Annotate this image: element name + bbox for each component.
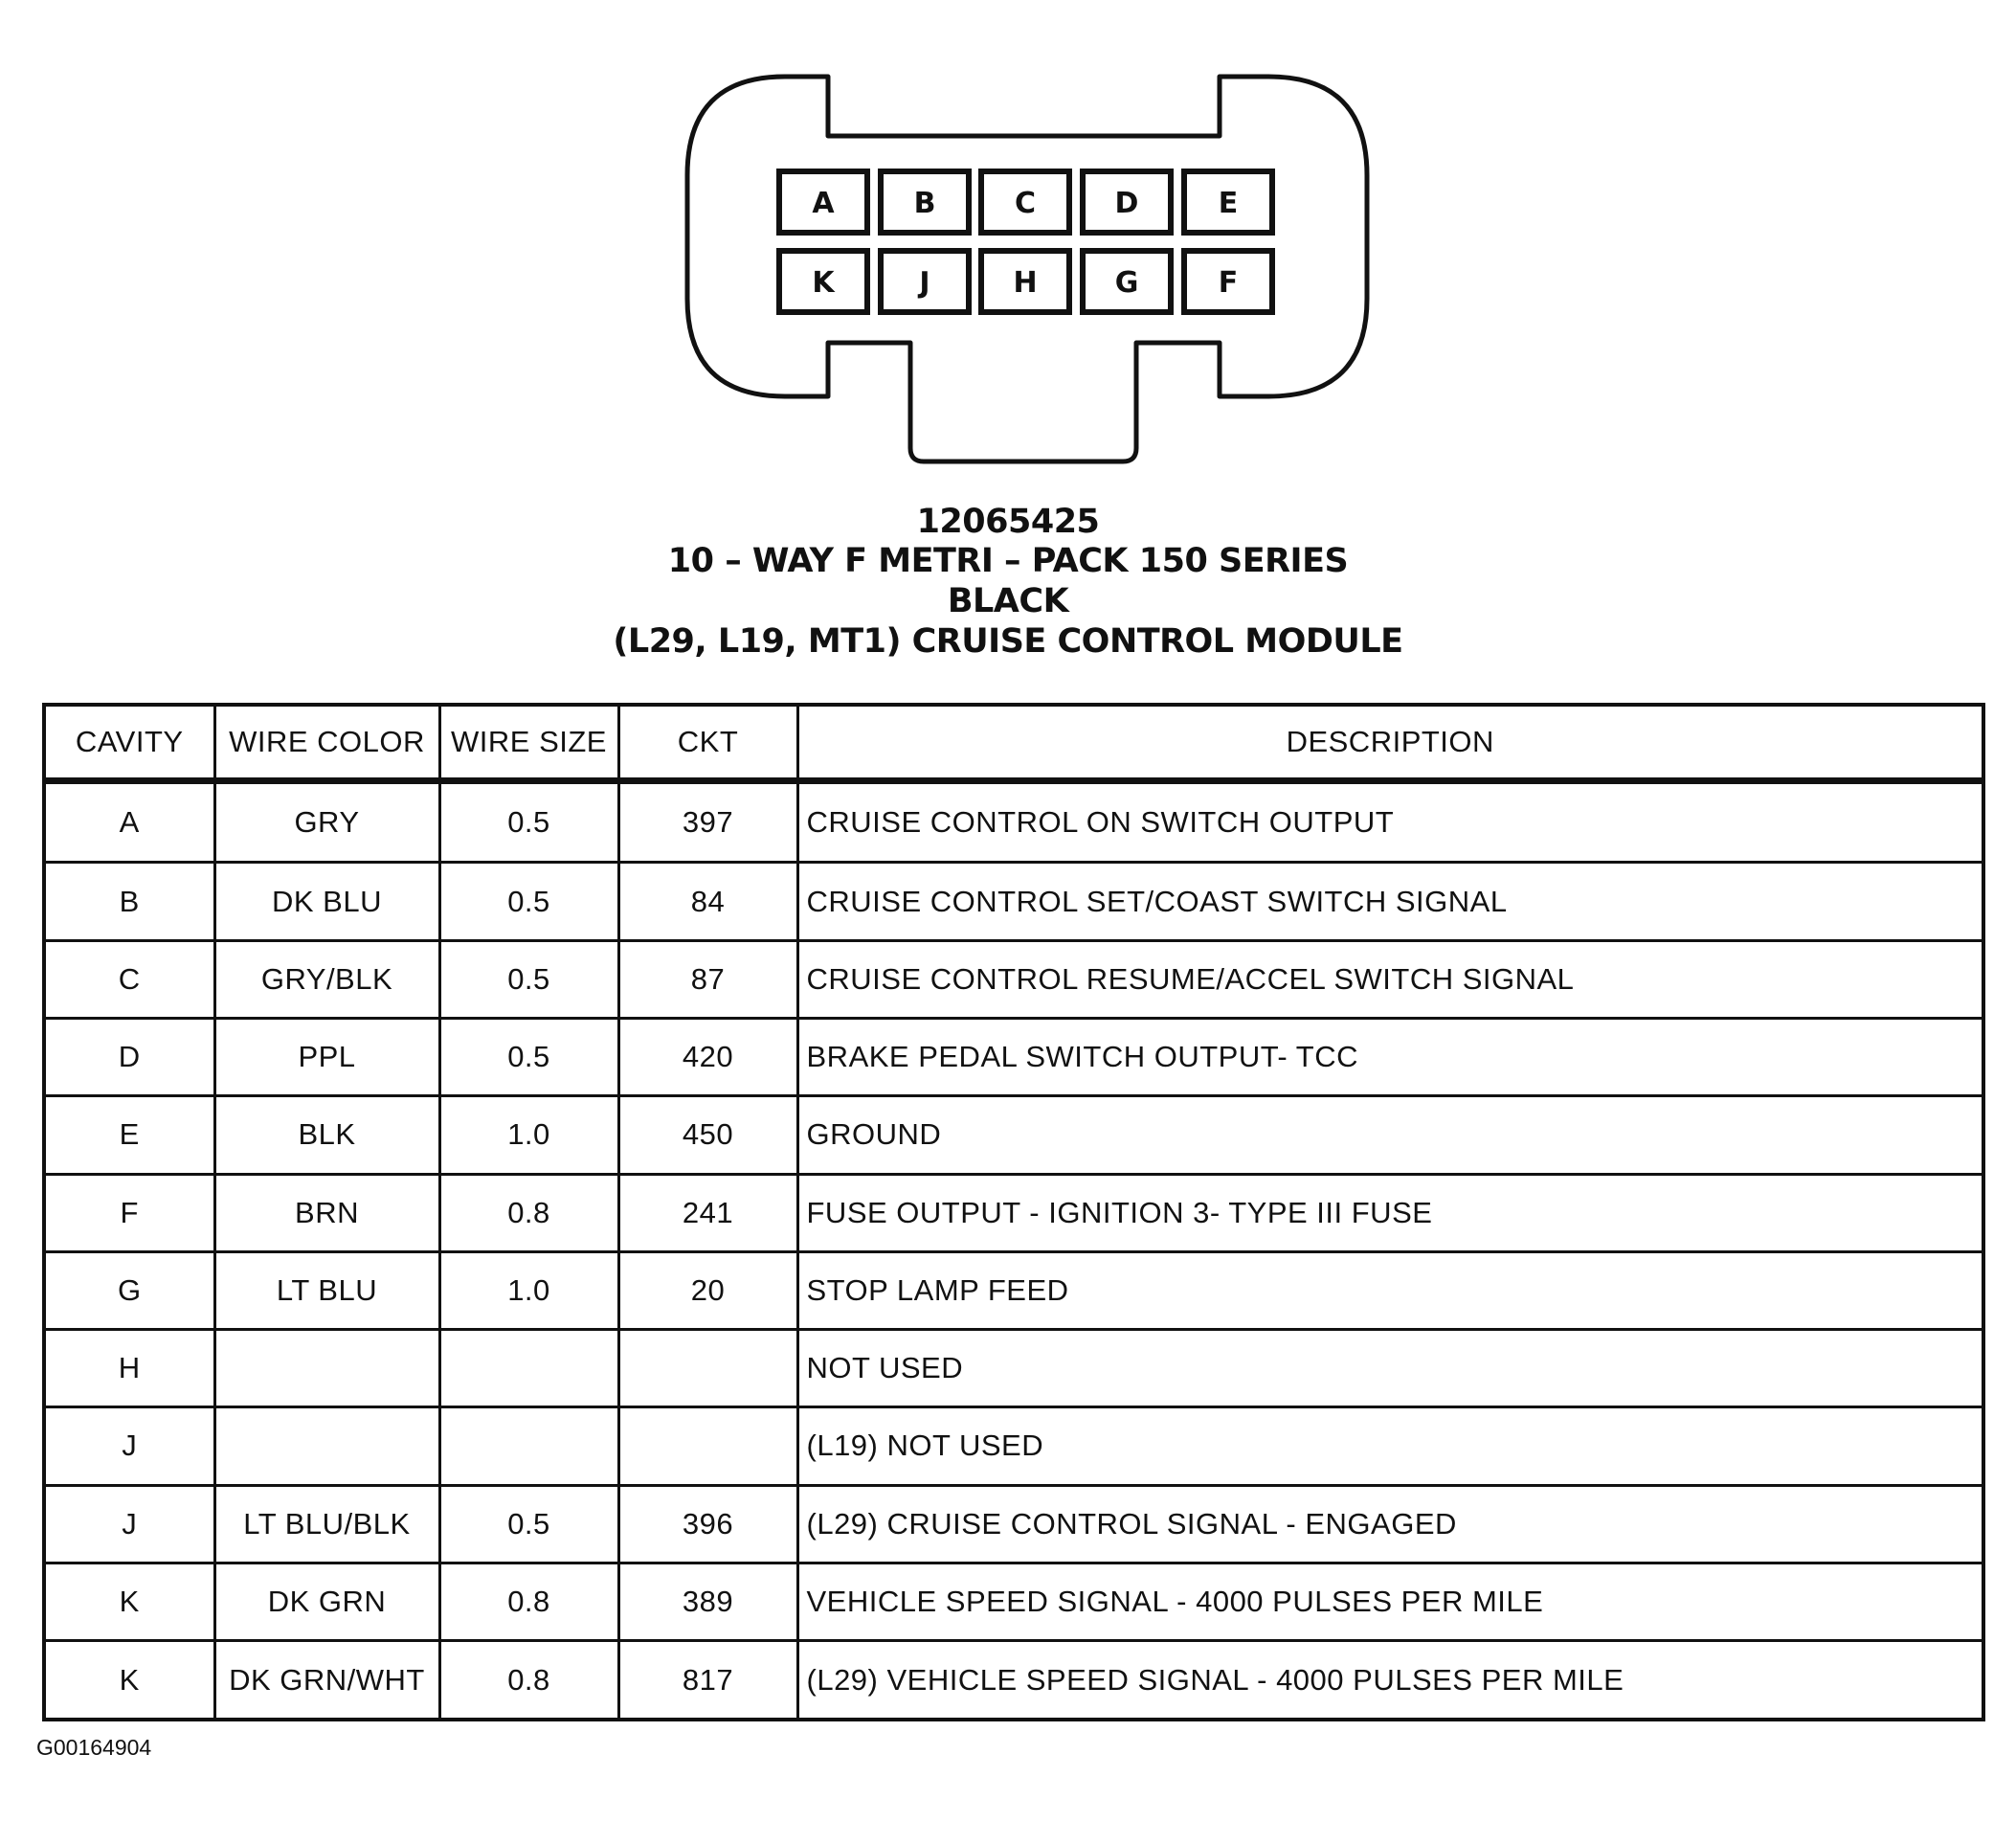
cell-cavity: H <box>44 1330 214 1407</box>
table-row <box>44 1563 1983 1640</box>
pinout-table <box>42 703 1985 1721</box>
table-row <box>44 1330 1983 1407</box>
cavity-label: H <box>1013 266 1038 300</box>
cavity-label: G <box>1114 266 1139 300</box>
cell-ckt: 397 <box>618 781 797 863</box>
cavity-label: D <box>1114 187 1139 220</box>
table-row <box>44 1407 1983 1485</box>
cell-wire-size <box>439 1330 618 1407</box>
cell-wire-color: GRY/BLK <box>214 940 439 1018</box>
cavity-label: E <box>1218 187 1239 220</box>
cell-ckt: 450 <box>618 1096 797 1174</box>
table-row <box>44 1096 1983 1174</box>
cell-description: (L29) CRUISE CONTROL SIGNAL - ENGAGED <box>797 1485 1983 1563</box>
cavity-f <box>1184 251 1272 312</box>
cell-ckt: 20 <box>618 1251 797 1329</box>
component-name: (L29, L19, MT1) CRUISE CONTROL MODULE <box>613 622 1403 661</box>
cell-wire-size: 1.0 <box>439 1251 618 1329</box>
cell-wire-color: DK GRN/WHT <box>214 1641 439 1720</box>
figure-id: G00164904 <box>36 1735 152 1760</box>
cell-wire-color: BRN <box>214 1174 439 1251</box>
cavity-g <box>1083 251 1171 312</box>
cell-wire-size: 0.5 <box>439 781 618 863</box>
cell-description: CRUISE CONTROL ON SWITCH OUTPUT <box>797 781 1983 863</box>
cell-wire-size: 0.8 <box>439 1174 618 1251</box>
cavity-label: F <box>1218 266 1239 300</box>
cell-wire-color: LT BLU/BLK <box>214 1485 439 1563</box>
cell-wire-size: 0.5 <box>439 940 618 1018</box>
cell-cavity: J <box>44 1407 214 1485</box>
cell-wire-size: 0.8 <box>439 1641 618 1720</box>
table-row <box>44 1174 1983 1251</box>
cell-cavity: E <box>44 1096 214 1174</box>
cavity-k <box>779 251 867 312</box>
cell-wire-size: 0.8 <box>439 1563 618 1640</box>
header-wire-size: WIRE SIZE <box>439 705 618 781</box>
cell-ckt: 87 <box>618 940 797 1018</box>
cell-wire-color: DK GRN <box>214 1563 439 1640</box>
table-header-row <box>44 705 1983 781</box>
cell-wire-color <box>214 1330 439 1407</box>
header-description: DESCRIPTION <box>797 705 1983 781</box>
cell-wire-size <box>439 1407 618 1485</box>
table-row <box>44 781 1983 863</box>
cell-description: FUSE OUTPUT - IGNITION 3- TYPE III FUSE <box>797 1174 1983 1251</box>
header-cavity: CAVITY <box>44 705 214 781</box>
cell-wire-color: GRY <box>214 781 439 863</box>
cell-wire-color: PPL <box>214 1018 439 1095</box>
cell-cavity: C <box>44 940 214 1018</box>
cell-wire-size: 0.5 <box>439 1485 618 1563</box>
cell-cavity: F <box>44 1174 214 1251</box>
cell-cavity: D <box>44 1018 214 1095</box>
cell-ckt <box>618 1330 797 1407</box>
cell-description: CRUISE CONTROL SET/COAST SWITCH SIGNAL <box>797 863 1983 940</box>
cavity-b <box>881 171 969 233</box>
cell-wire-color <box>214 1407 439 1485</box>
cavity-d <box>1083 171 1171 233</box>
table-row <box>44 1018 1983 1095</box>
cell-description: GROUND <box>797 1096 1983 1174</box>
cell-wire-color: BLK <box>214 1096 439 1174</box>
cell-ckt: 389 <box>618 1563 797 1640</box>
cavity-label: A <box>812 187 835 220</box>
cavity-a <box>779 171 867 233</box>
cell-description: CRUISE CONTROL RESUME/ACCEL SWITCH SIGNAL <box>797 940 1983 1018</box>
cell-ckt: 420 <box>618 1018 797 1095</box>
cell-cavity: G <box>44 1251 214 1329</box>
cell-description: STOP LAMP FEED <box>797 1251 1983 1329</box>
cell-description: (L29) VEHICLE SPEED SIGNAL - 4000 PULSES PER MILE <box>797 1641 1983 1720</box>
cell-ckt <box>618 1407 797 1485</box>
table-row <box>44 1251 1983 1329</box>
table-row <box>44 940 1983 1018</box>
header-wire-color: WIRE COLOR <box>214 705 439 781</box>
cell-description: VEHICLE SPEED SIGNAL - 4000 PULSES PER MILE <box>797 1563 1983 1640</box>
cell-description: BRAKE PEDAL SWITCH OUTPUT- TCC <box>797 1018 1983 1095</box>
table-row <box>44 1485 1983 1563</box>
table-row <box>44 863 1983 940</box>
cell-description: NOT USED <box>797 1330 1983 1407</box>
connector-part-number: 12065425 <box>916 503 1100 541</box>
cell-wire-size: 0.5 <box>439 1018 618 1095</box>
cell-description: (L19) NOT USED <box>797 1407 1983 1485</box>
cell-cavity: K <box>44 1641 214 1720</box>
cell-ckt: 241 <box>618 1174 797 1251</box>
cavity-j <box>881 251 969 312</box>
cavity-c <box>981 171 1069 233</box>
table-row <box>44 1641 1983 1720</box>
header-ckt: CKT <box>618 705 797 781</box>
cavity-h <box>981 251 1069 312</box>
connector-diagram <box>0 0 2016 479</box>
cavity-label: B <box>913 187 936 220</box>
cell-ckt: 84 <box>618 863 797 940</box>
cavity-label: J <box>919 266 930 300</box>
cell-wire-size: 0.5 <box>439 863 618 940</box>
connector-color: BLACK <box>947 582 1069 620</box>
cell-ckt: 396 <box>618 1485 797 1563</box>
cell-cavity: K <box>44 1563 214 1640</box>
connector-type: 10 – WAY F METRI – PACK 150 SERIES <box>667 542 1349 580</box>
cell-cavity: B <box>44 863 214 940</box>
cavity-e <box>1184 171 1272 233</box>
cavity-label: K <box>812 266 835 300</box>
cavity-label: C <box>1014 187 1037 220</box>
cell-cavity: A <box>44 781 214 863</box>
cell-wire-color: LT BLU <box>214 1251 439 1329</box>
cell-wire-color: DK BLU <box>214 863 439 940</box>
cell-cavity: J <box>44 1485 214 1563</box>
cell-ckt: 817 <box>618 1641 797 1720</box>
cell-wire-size: 1.0 <box>439 1096 618 1174</box>
